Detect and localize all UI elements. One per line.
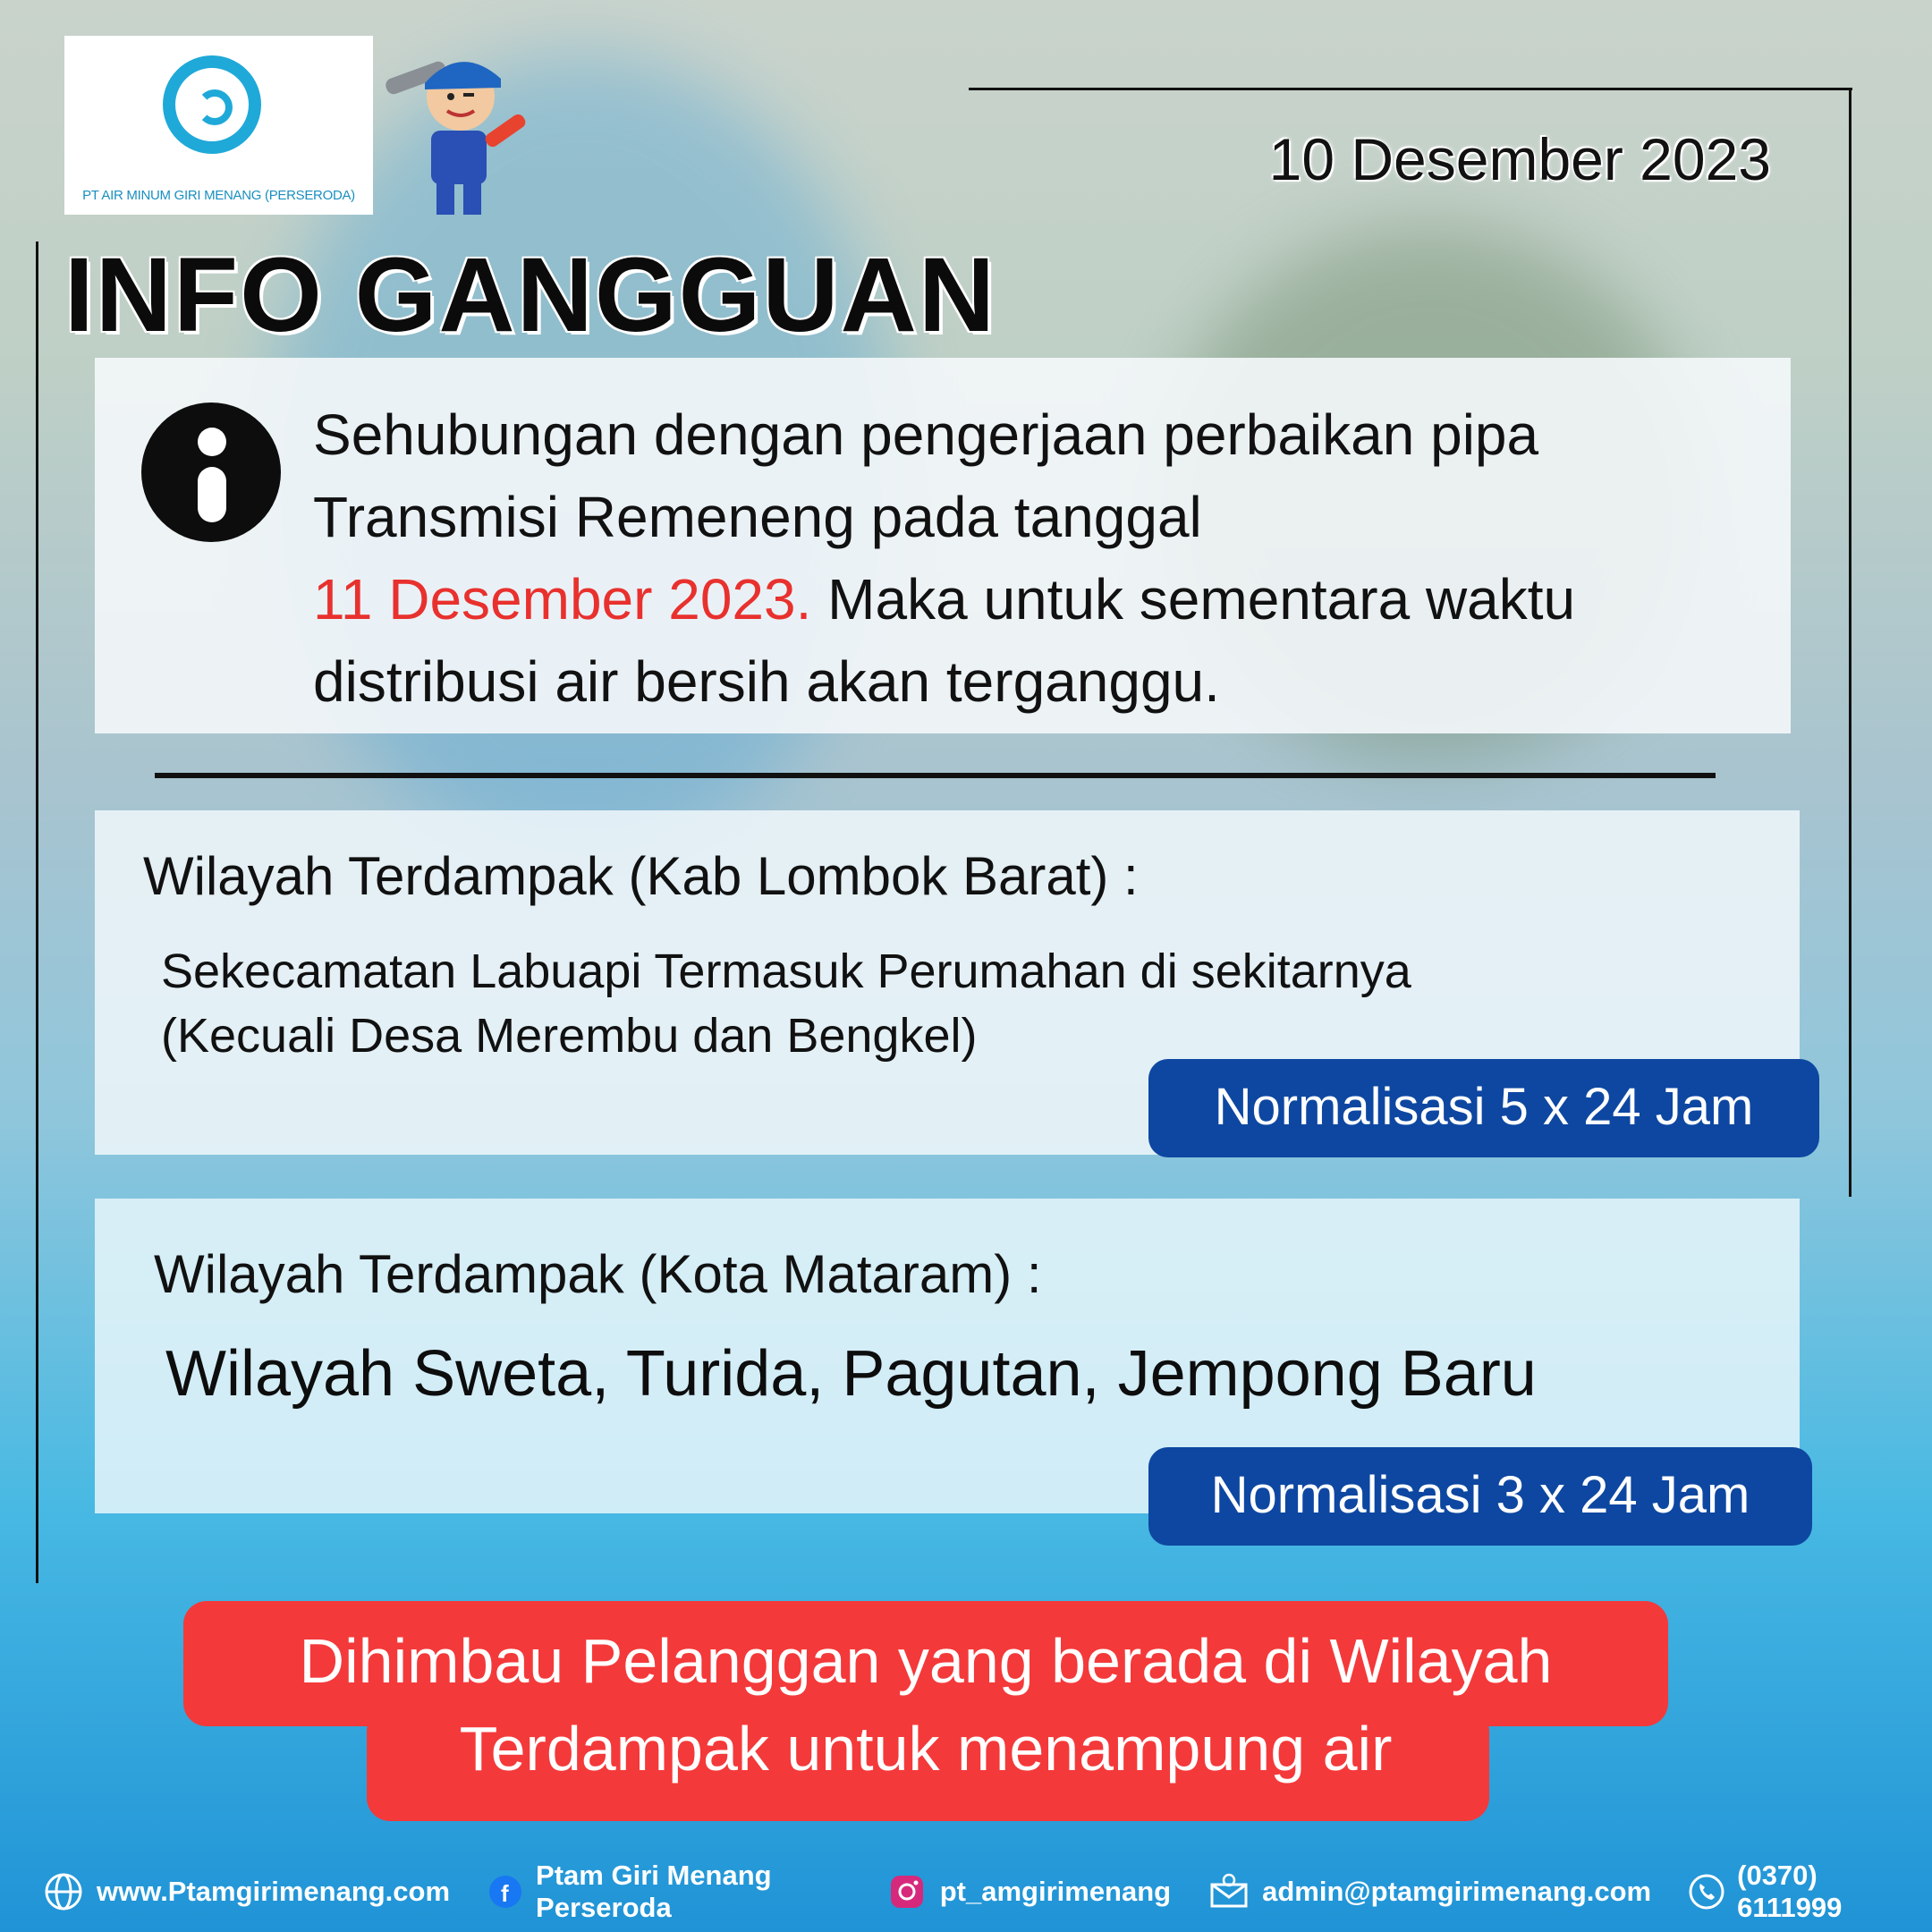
info-icon (141, 402, 281, 542)
disruption-date: 11 Desember 2023. (313, 567, 812, 631)
region-title: Wilayah Terdampak (Kota Mataram) : (154, 1244, 1042, 1304)
notice-line: Transmisi Remeneng pada tanggal (313, 485, 1202, 549)
company-logo (64, 36, 373, 215)
svg-text:f: f (501, 1880, 509, 1907)
notice-line-rest: Maka untuk sementara waktu (811, 567, 1576, 631)
logo-text: PT AIR MINUM GIRI MENANG (PERSERODA) (82, 188, 355, 203)
footer-website[interactable] (43, 1871, 450, 1912)
footer-email[interactable] (1208, 1871, 1651, 1912)
facebook-link[interactable]: Ptam Giri Menang Perseroda (536, 1860, 772, 1923)
envelope-at-icon (1208, 1871, 1250, 1912)
normalization-badge: Normalisasi 5 x 24 Jam (1148, 1059, 1819, 1157)
frame-line-left (36, 242, 38, 1583)
appeal-line: Dihimbau Pelanggan yang berada di Wilayah (299, 1626, 1553, 1696)
notice-line: Sehubungan dengan pengerjaan perbaikan pipa (313, 402, 1539, 467)
phone-number[interactable]: (0370) 6111999 (1737, 1860, 1843, 1923)
notice-line: distribusi air bersih akan terganggu. (313, 649, 1220, 714)
region-description (161, 939, 1682, 1068)
footer-instagram[interactable] (886, 1871, 1171, 1912)
email-link[interactable]: admin@ptamgirimenang.com (1262, 1876, 1652, 1907)
appeal-line: Terdampak untuk menampung air (459, 1714, 1393, 1784)
footer-facebook[interactable] (487, 1860, 849, 1924)
notice-line (313, 558, 1762, 640)
frame-line-right (1849, 88, 1852, 1197)
phone-icon (1689, 1871, 1724, 1912)
footer-phone[interactable] (1689, 1860, 1894, 1924)
region-title: Wilayah Terdampak (Kab Lombok Barat) : (143, 846, 1139, 906)
instagram-link[interactable]: pt_amgirimenang (939, 1876, 1172, 1907)
frame-line-top (969, 88, 1852, 90)
facebook-icon (487, 1871, 523, 1912)
region-area-list: Wilayah Sweta, Turida, Pagutan, Jempong Baru (165, 1338, 1537, 1410)
section-divider (155, 773, 1716, 778)
website-link[interactable]: www.Ptamgirimenang.com (97, 1876, 451, 1907)
normalization-badge: Normalisasi 3 x 24 Jam (1148, 1447, 1812, 1546)
page-title: INFO GANGGUAN (64, 236, 997, 354)
logo-swirl-icon (197, 89, 233, 125)
notice-text (313, 394, 1762, 723)
instagram-icon (886, 1871, 928, 1912)
globe-icon (43, 1871, 84, 1912)
region-desc-line: (Kecuali Desa Merembu dan Bengkel) (161, 1009, 978, 1063)
announcement-date: 10 Desember 2023 (1268, 126, 1771, 192)
plumber-mascot-icon (376, 43, 537, 222)
region-desc-line: Sekecamatan Labuapi Termasuk Perumahan di sekitarnya (161, 945, 1411, 998)
appeal-text (183, 1617, 1668, 1792)
footer-contacts (43, 1860, 1932, 1923)
